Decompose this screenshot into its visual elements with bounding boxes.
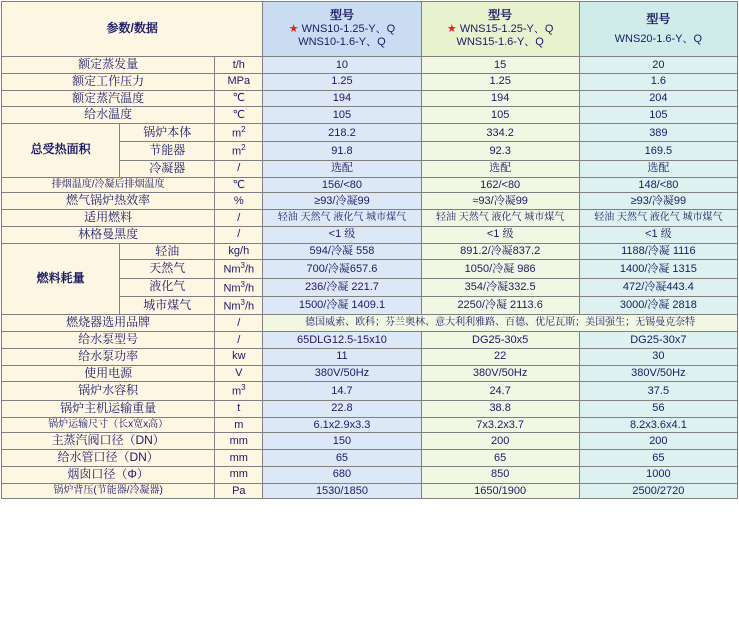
row-unit: Nm$^3$/h: [215, 278, 263, 296]
row-value-c: 1400/冷凝 1315: [579, 260, 737, 278]
row-value-b: 15: [421, 57, 579, 74]
row-value-c: <1 级: [579, 226, 737, 243]
model-code-a-1: ★ WNS10-1.25-Y、Q: [288, 23, 396, 36]
row-label: 冷凝器: [120, 160, 215, 177]
row-value-b: 162/<80: [421, 177, 579, 193]
group-label-heat-area: 总受热面积: [2, 124, 120, 177]
row-value-b: 选配: [421, 160, 579, 177]
table-row: [2, 107, 738, 124]
row-unit: mm: [215, 466, 263, 483]
table-row: [2, 400, 738, 417]
row-unit: m: [215, 417, 263, 433]
row-unit: V: [215, 365, 263, 382]
burner-brands-value: 德国威索、欧科；芬兰奥林、意大利利雅路、百德、优尼瓦斯；美国强生；无锡曼克奈特: [263, 315, 738, 332]
table-row: [2, 73, 738, 90]
row-value-a: 65DLG12.5-15x10: [263, 332, 421, 349]
row-label: 轻油: [120, 243, 215, 260]
row-value-a: 680: [263, 466, 421, 483]
row-unit: $m^2$: [215, 142, 263, 160]
row-value-c: 169.5: [579, 142, 737, 160]
row-value-b: 轻油 天然气 液化气 城市煤气: [421, 210, 579, 227]
row-unit: mm: [215, 450, 263, 467]
table-row: [2, 315, 738, 332]
table-row: [2, 332, 738, 349]
row-value-c: 37.5: [579, 382, 737, 400]
row-value-a: 700/冷凝657.6: [263, 260, 421, 278]
row-value-a: 194: [263, 90, 421, 107]
row-value-c: 472/冷凝443.4: [579, 278, 737, 296]
row-value-b: DG25-30x5: [421, 332, 579, 349]
row-label: 燃气锅炉热效率: [2, 193, 215, 210]
row-value-b: <1 级: [421, 226, 579, 243]
row-label: 适用燃料: [2, 210, 215, 227]
row-value-a: 22.8: [263, 400, 421, 417]
table-row: [2, 483, 738, 499]
row-value-c: 56: [579, 400, 737, 417]
row-unit: kw: [215, 348, 263, 365]
row-label: 林格曼黑度: [2, 226, 215, 243]
row-value-b: 194: [421, 90, 579, 107]
row-unit: /: [215, 160, 263, 177]
table-row: [2, 226, 738, 243]
row-value-c: 轻油 天然气 液化气 城市煤气: [579, 210, 737, 227]
row-value-c: 30: [579, 348, 737, 365]
row-value-a: 236/冷凝 221.7: [263, 278, 421, 296]
model-header-a: [263, 2, 421, 57]
row-value-b: 891.2/冷凝837.2: [421, 243, 579, 260]
row-label: 主蒸汽阀口径（DN）: [2, 433, 215, 450]
row-value-b: 2250/冷凝 2113.6: [421, 297, 579, 315]
row-value-c: 380V/50Hz: [579, 365, 737, 382]
row-label: 额定工作压力: [2, 73, 215, 90]
row-label: 锅炉本体: [120, 124, 215, 142]
row-label: 给水管口径（DN）: [2, 450, 215, 467]
table-row: [2, 433, 738, 450]
row-value-a: 轻油 天然气 液化气 城市煤气: [263, 210, 421, 227]
row-value-c: 200: [579, 433, 737, 450]
row-value-a: 11: [263, 348, 421, 365]
row-unit: t: [215, 400, 263, 417]
table-row: [2, 243, 738, 260]
row-unit: ℃: [215, 107, 263, 124]
model-header-c: [579, 2, 737, 57]
row-label: 使用电源: [2, 365, 215, 382]
row-value-c: DG25-30x7: [579, 332, 737, 349]
row-value-a: 380V/50Hz: [263, 365, 421, 382]
table-row: [2, 382, 738, 400]
row-label: 烟囱口径（Φ）: [2, 466, 215, 483]
row-value-c: 选配: [579, 160, 737, 177]
row-value-a: 105: [263, 107, 421, 124]
row-unit: $m^2$: [215, 124, 263, 142]
row-value-c: 1188/冷凝 1116: [579, 243, 737, 260]
row-value-a: 65: [263, 450, 421, 467]
row-value-b: 38.8: [421, 400, 579, 417]
row-value-c: 204: [579, 90, 737, 107]
row-value-c: 20: [579, 57, 737, 74]
row-label: 城市煤气: [120, 297, 215, 315]
boiler-spec-table: [1, 1, 738, 499]
star-icon: ★: [288, 23, 299, 36]
row-label: 液化气: [120, 278, 215, 296]
table-row: [2, 124, 738, 142]
table-row: [2, 177, 738, 193]
row-value-b: 65: [421, 450, 579, 467]
row-value-a: 6.1x2.9x3.3: [263, 417, 421, 433]
row-value-b: 200: [421, 433, 579, 450]
row-unit: Nm$^3$/h: [215, 297, 263, 315]
row-label: 给水泵型号: [2, 332, 215, 349]
row-value-c: 148/<80: [579, 177, 737, 193]
row-value-a: 1.25: [263, 73, 421, 90]
row-unit: ℃: [215, 177, 263, 193]
star-icon: ★: [446, 23, 457, 36]
row-value-c: 389: [579, 124, 737, 142]
row-value-b: 1650/1900: [421, 483, 579, 499]
row-value-a: 91.8: [263, 142, 421, 160]
row-value-b: 24.7: [421, 382, 579, 400]
row-label: 燃烧器选用品牌: [2, 315, 215, 332]
row-unit: %: [215, 193, 263, 210]
row-label: 锅炉背压(节能器/冷凝器): [2, 483, 215, 499]
row-value-c: 1000: [579, 466, 737, 483]
row-unit: mm: [215, 433, 263, 450]
row-unit: kg/h: [215, 243, 263, 260]
row-unit: $m^3$: [215, 382, 263, 400]
table-row: [2, 90, 738, 107]
row-unit: /: [215, 332, 263, 349]
row-value-c: 105: [579, 107, 737, 124]
row-label: 额定蒸发量: [2, 57, 215, 74]
model-header-b: [421, 2, 579, 57]
row-value-c: 2500/2720: [579, 483, 737, 499]
row-value-c: 1.6: [579, 73, 737, 90]
row-unit: MPa: [215, 73, 263, 90]
row-unit: /: [215, 226, 263, 243]
row-value-a: ≥93/冷凝99: [263, 193, 421, 210]
table-header-row: [2, 2, 738, 57]
table-row: [2, 193, 738, 210]
row-value-a: 14.7: [263, 382, 421, 400]
row-label: 锅炉水容积: [2, 382, 215, 400]
table-row: [2, 417, 738, 433]
row-label: 排烟温度/冷凝后排烟温度: [2, 177, 215, 193]
row-value-a: 1530/1850: [263, 483, 421, 499]
row-value-a: 218.2: [263, 124, 421, 142]
row-value-a: 150: [263, 433, 421, 450]
row-value-b: 92.3: [421, 142, 579, 160]
model-title-a: 型号: [329, 8, 354, 23]
row-value-c: ≥93/冷凝99: [579, 193, 737, 210]
model-code-b-1: ★ WNS15-1.25-Y、Q: [446, 23, 554, 36]
row-value-b: 380V/50Hz: [421, 365, 579, 382]
row-unit: t/h: [215, 57, 263, 74]
table-row: [2, 450, 738, 467]
row-label: 天然气: [120, 260, 215, 278]
model-title-c: 型号: [646, 11, 671, 26]
row-unit: /: [215, 210, 263, 227]
row-value-c: 65: [579, 450, 737, 467]
row-value-b: ≈93/冷凝99: [421, 193, 579, 210]
row-label: 额定蒸汽温度: [2, 90, 215, 107]
row-unit: ℃: [215, 90, 263, 107]
model-code-a-2: WNS10-1.6-Y、Q: [298, 35, 386, 48]
row-unit: Pa: [215, 483, 263, 499]
row-value-c: 8.2x3.6x4.1: [579, 417, 737, 433]
row-value-c: 3000/冷凝 2818: [579, 297, 737, 315]
row-value-b: 334.2: [421, 124, 579, 142]
group-label-fuel: 燃料耗量: [2, 243, 120, 315]
row-label: 给水泵功率: [2, 348, 215, 365]
model-code-b-2: WNS15-1.6-Y、Q: [456, 35, 544, 48]
row-label: 给水温度: [2, 107, 215, 124]
row-value-b: 7x3.2x3.7: [421, 417, 579, 433]
row-value-a: 156/<80: [263, 177, 421, 193]
table-row: [2, 210, 738, 227]
row-value-b: 1.25: [421, 73, 579, 90]
table-row: [2, 57, 738, 74]
row-value-a: 1500/冷凝 1409.1: [263, 297, 421, 315]
row-value-b: 850: [421, 466, 579, 483]
row-unit: Nm$^3$/h: [215, 260, 263, 278]
row-value-b: 1050/冷凝 986: [421, 260, 579, 278]
param-header: 参数/数据: [2, 2, 263, 57]
model-title-b: 型号: [488, 8, 513, 23]
table-row: [2, 466, 738, 483]
row-label: 锅炉运输尺寸（长x宽x高）: [2, 417, 215, 433]
row-unit: /: [215, 315, 263, 332]
row-label: 节能器: [120, 142, 215, 160]
row-value-b: 22: [421, 348, 579, 365]
row-value-b: 105: [421, 107, 579, 124]
row-value-a: 594/冷凝 558: [263, 243, 421, 260]
row-label: 锅炉主机运输重量: [2, 400, 215, 417]
table-row: [2, 348, 738, 365]
table-row: [2, 365, 738, 382]
row-value-a: 选配: [263, 160, 421, 177]
row-value-b: 354/冷凝332.5: [421, 278, 579, 296]
row-value-a: <1 级: [263, 226, 421, 243]
row-value-a: 10: [263, 57, 421, 74]
model-code-c-1: WNS20-1.6-Y、Q: [614, 32, 703, 45]
